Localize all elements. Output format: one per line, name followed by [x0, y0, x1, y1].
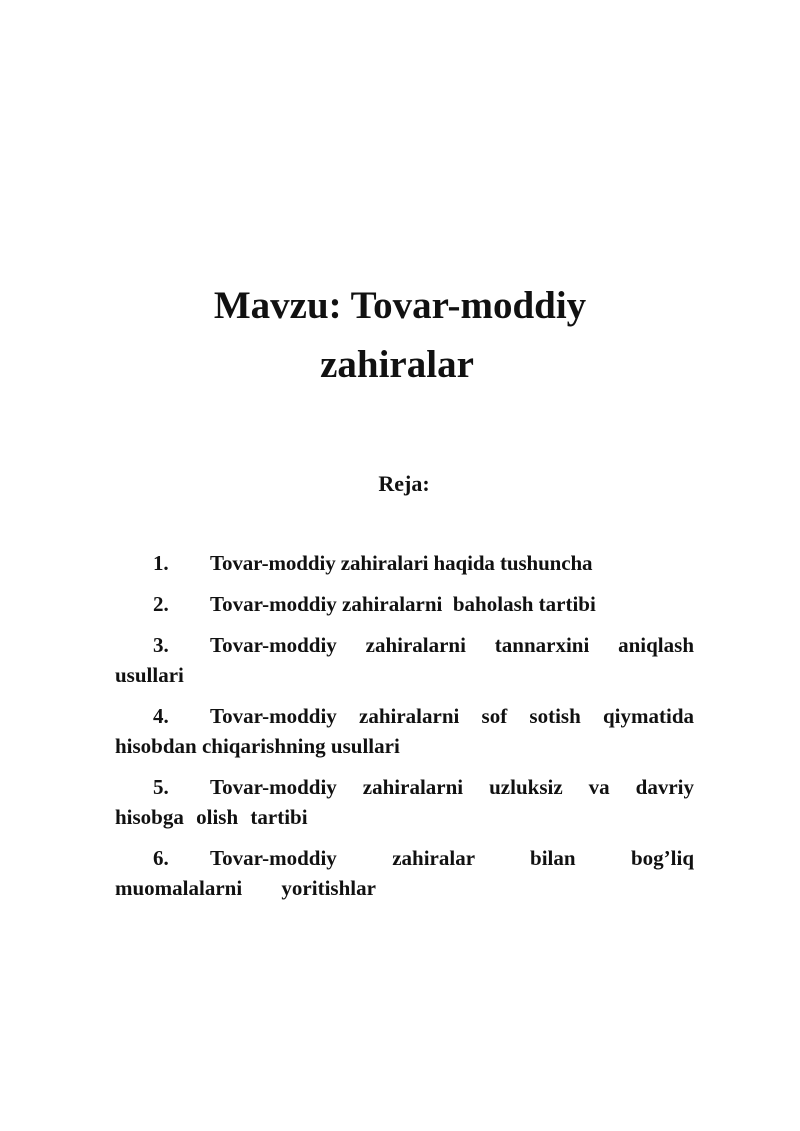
plan-item-number: 4. [153, 704, 169, 728]
plan-item [115, 701, 694, 761]
plan-item-number: 5. [153, 775, 169, 799]
plan-item-number: 3. [153, 633, 169, 657]
plan-item-number: 2. [153, 592, 169, 616]
plan-item-text: Tovar-moddiy zahiralarni uzluksiz va davriy hisobga olish tartibi [115, 775, 694, 829]
plan-item [115, 843, 694, 903]
title-line-2: zahiralar [320, 343, 474, 386]
plan-item-text: Tovar-moddiy zahiralarni tannarxini aniqlash usullari [115, 633, 694, 687]
plan-item [115, 630, 694, 690]
plan-item-text: Tovar-moddiy zahiralari haqida tushuncha [210, 551, 593, 575]
plan-item [115, 772, 694, 832]
plan-item-number: 1. [153, 551, 169, 575]
plan-item-text: Tovar-moddiy zahiralar bilan bog’liq muomalalarni yoritishlar [115, 846, 694, 900]
plan-heading: Reja: [378, 471, 430, 496]
plan-item-text: Tovar-moddiy zahiralarni baholash tartibi [210, 592, 596, 616]
plan-item-text: Tovar-moddiy zahiralarni sof sotish qiymatida hisobdan chiqarishning usullari [115, 704, 694, 758]
plan-list [115, 548, 694, 914]
plan-item-number: 6. [153, 846, 169, 870]
plan-item [115, 548, 694, 578]
document-title [0, 276, 800, 394]
plan-item [115, 589, 694, 619]
title-line-1: Mavzu: Tovar-moddiy [213, 284, 587, 327]
